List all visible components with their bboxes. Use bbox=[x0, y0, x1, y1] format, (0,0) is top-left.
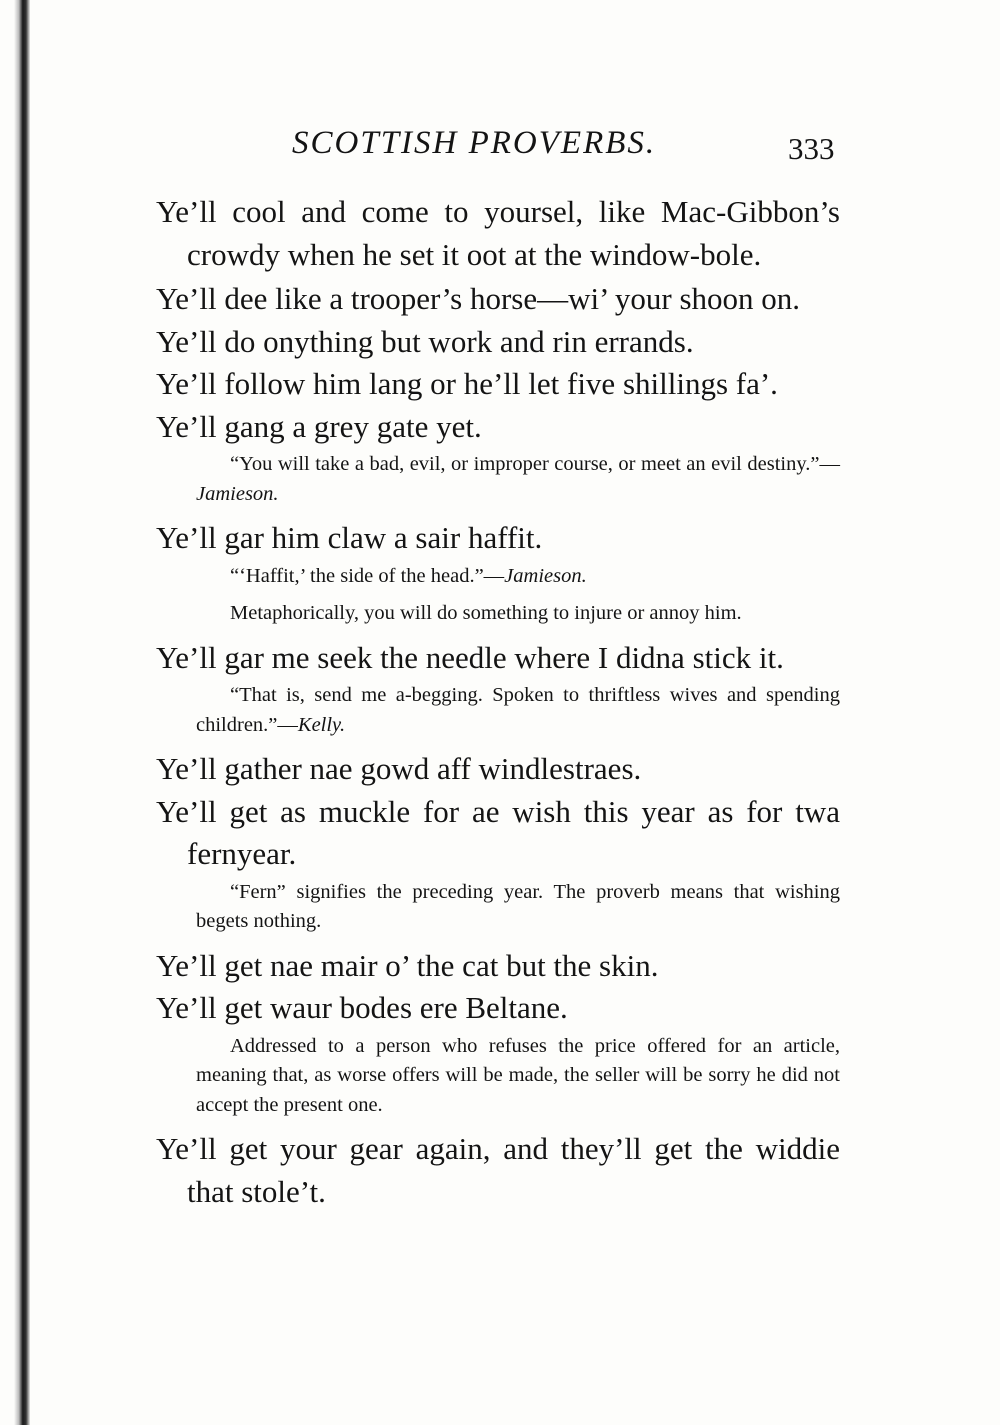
proverb-note bbox=[156, 681, 840, 740]
page-number: 333 bbox=[788, 131, 835, 166]
book-spine-shadow bbox=[14, 0, 30, 1425]
note-text: “‘Haffit,’ the side of the head.”— bbox=[230, 564, 505, 587]
proverb-note bbox=[156, 450, 840, 509]
proverb-entry: Ye’ll cool and come to yoursel, like Mac-Gibbon’s crowdy when he set it oot at the window-bole. bbox=[156, 194, 840, 272]
note-text: “You will take a bad, evil, or improper course, or meet an evil destiny.”— bbox=[230, 453, 840, 475]
proverb-entry: Ye’ll do onything but work and rin errands. bbox=[156, 323, 694, 359]
proverb-entry: Ye’ll gar him claw a sair haffit. bbox=[156, 520, 543, 555]
note-citation: Jamieson. bbox=[504, 564, 587, 587]
proverb-entry: Ye’ll gar me seek the needle where I didna stick it. bbox=[156, 639, 784, 675]
running-title: SCOTTISH PROVERBS. bbox=[292, 125, 657, 161]
proverb-note: Addressed to a person who refuses the price offered for an article, meaning that, as worse offers will be made, the seller will be sorry he did not accept the present one. bbox=[196, 1034, 840, 1116]
proverb-entry: Ye’ll get nae mair o’ the cat but the skin. bbox=[156, 947, 659, 983]
note-text: “That is, send me a-begging. Spoken to thriftless wives and spending children.”— bbox=[196, 684, 840, 736]
page-header bbox=[0, 125, 1000, 175]
proverb-entry: Ye’ll follow him lang or he’ll let five shillings fa’. bbox=[156, 366, 778, 401]
proverb-note bbox=[156, 562, 840, 592]
note-citation: Kelly. bbox=[297, 713, 346, 736]
proverb-entry: Ye’ll get waur bodes ere Beltane. bbox=[156, 990, 568, 1025]
proverb-note: “Fern” signifies the preceding year. The proverb means that wishing begets nothing. bbox=[196, 880, 840, 932]
proverb-entry: Ye’ll dee like a trooper’s horse—wi’ your shoon on. bbox=[156, 281, 801, 316]
note-citation: Jamieson. bbox=[196, 482, 279, 505]
proverb-entry: Ye’ll gang a grey gate yet. bbox=[156, 408, 482, 444]
proverb-list bbox=[156, 191, 840, 1213]
proverb-note: Metaphorically, you will do something to injure or annoy him. bbox=[230, 602, 742, 624]
proverb-entry: Ye’ll gather nae gowd aff windlestraes. bbox=[156, 751, 642, 786]
proverb-entry: Ye’ll get your gear again, and they’ll get the widdie that stole’t. bbox=[156, 1131, 840, 1209]
proverb-entry: Ye’ll get as muckle for ae wish this year as for twa fernyear. bbox=[156, 793, 840, 871]
